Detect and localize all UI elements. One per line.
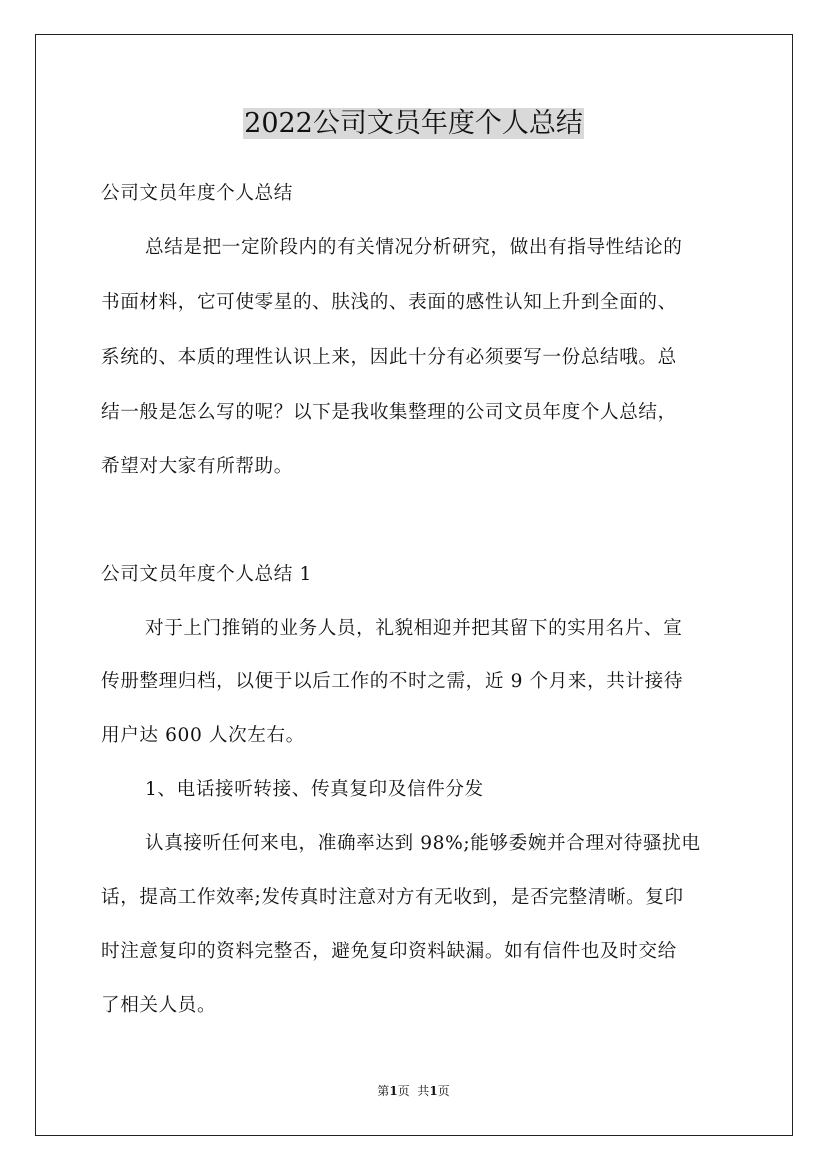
footer-page-prefix: 第 — [377, 1084, 390, 1098]
section-paragraph-line: 对于上门推销的业务人员，礼貌相迎并把其留下的实用名片、宣 — [145, 618, 683, 639]
section-paragraph-line: 传册整理归档，以便于以后工作的不时之需，近 9 个月来，共计接待 — [101, 671, 684, 692]
footer-page-suffix: 页 — [437, 1084, 450, 1098]
intro-heading: 公司文员年度个人总结 — [101, 183, 293, 204]
page-footer — [0, 1083, 827, 1099]
item-paragraph-line: 了相关人员。 — [101, 995, 217, 1016]
section-paragraph-line: 用户达 600 人次左右。 — [101, 725, 305, 746]
footer-page-current: 1 — [389, 1084, 398, 1098]
intro-line: 系统的、本质的理性认识上来，因此十分有必须要写一份总结哦。总 — [101, 347, 677, 368]
item-heading: 1、电话接听转接、传真复印及信件分发 — [145, 779, 484, 800]
document-title — [0, 104, 827, 144]
document-title-text: 2022公司文员年度个人总结 — [244, 108, 583, 139]
footer-page-mid: 页 共 — [397, 1084, 430, 1098]
intro-line: 结一般是怎么写的呢？以下是我收集整理的公司文员年度个人总结， — [101, 402, 677, 423]
section-heading: 公司文员年度个人总结 1 — [101, 564, 312, 585]
item-paragraph-line: 时注意复印的资料完整否，避免复印资料缺漏。如有信件也及时交给 — [101, 941, 677, 962]
footer-page-total: 1 — [429, 1084, 438, 1098]
intro-line: 书面材料，它可使零星的、肤浅的、表面的感性认知上升到全面的、 — [101, 292, 677, 313]
item-paragraph-line: 认真接听任何来电，准确率达到 98%;能够委婉并合理对待骚扰电 — [145, 833, 701, 854]
intro-line: 总结是把一定阶段内的有关情况分析研究，做出有指导性结论的 — [145, 237, 683, 258]
intro-line: 希望对大家有所帮助。 — [101, 456, 293, 477]
item-paragraph-line: 话，提高工作效率;发传真时注意对方有无收到，是否完整清晰。复印 — [101, 887, 684, 908]
